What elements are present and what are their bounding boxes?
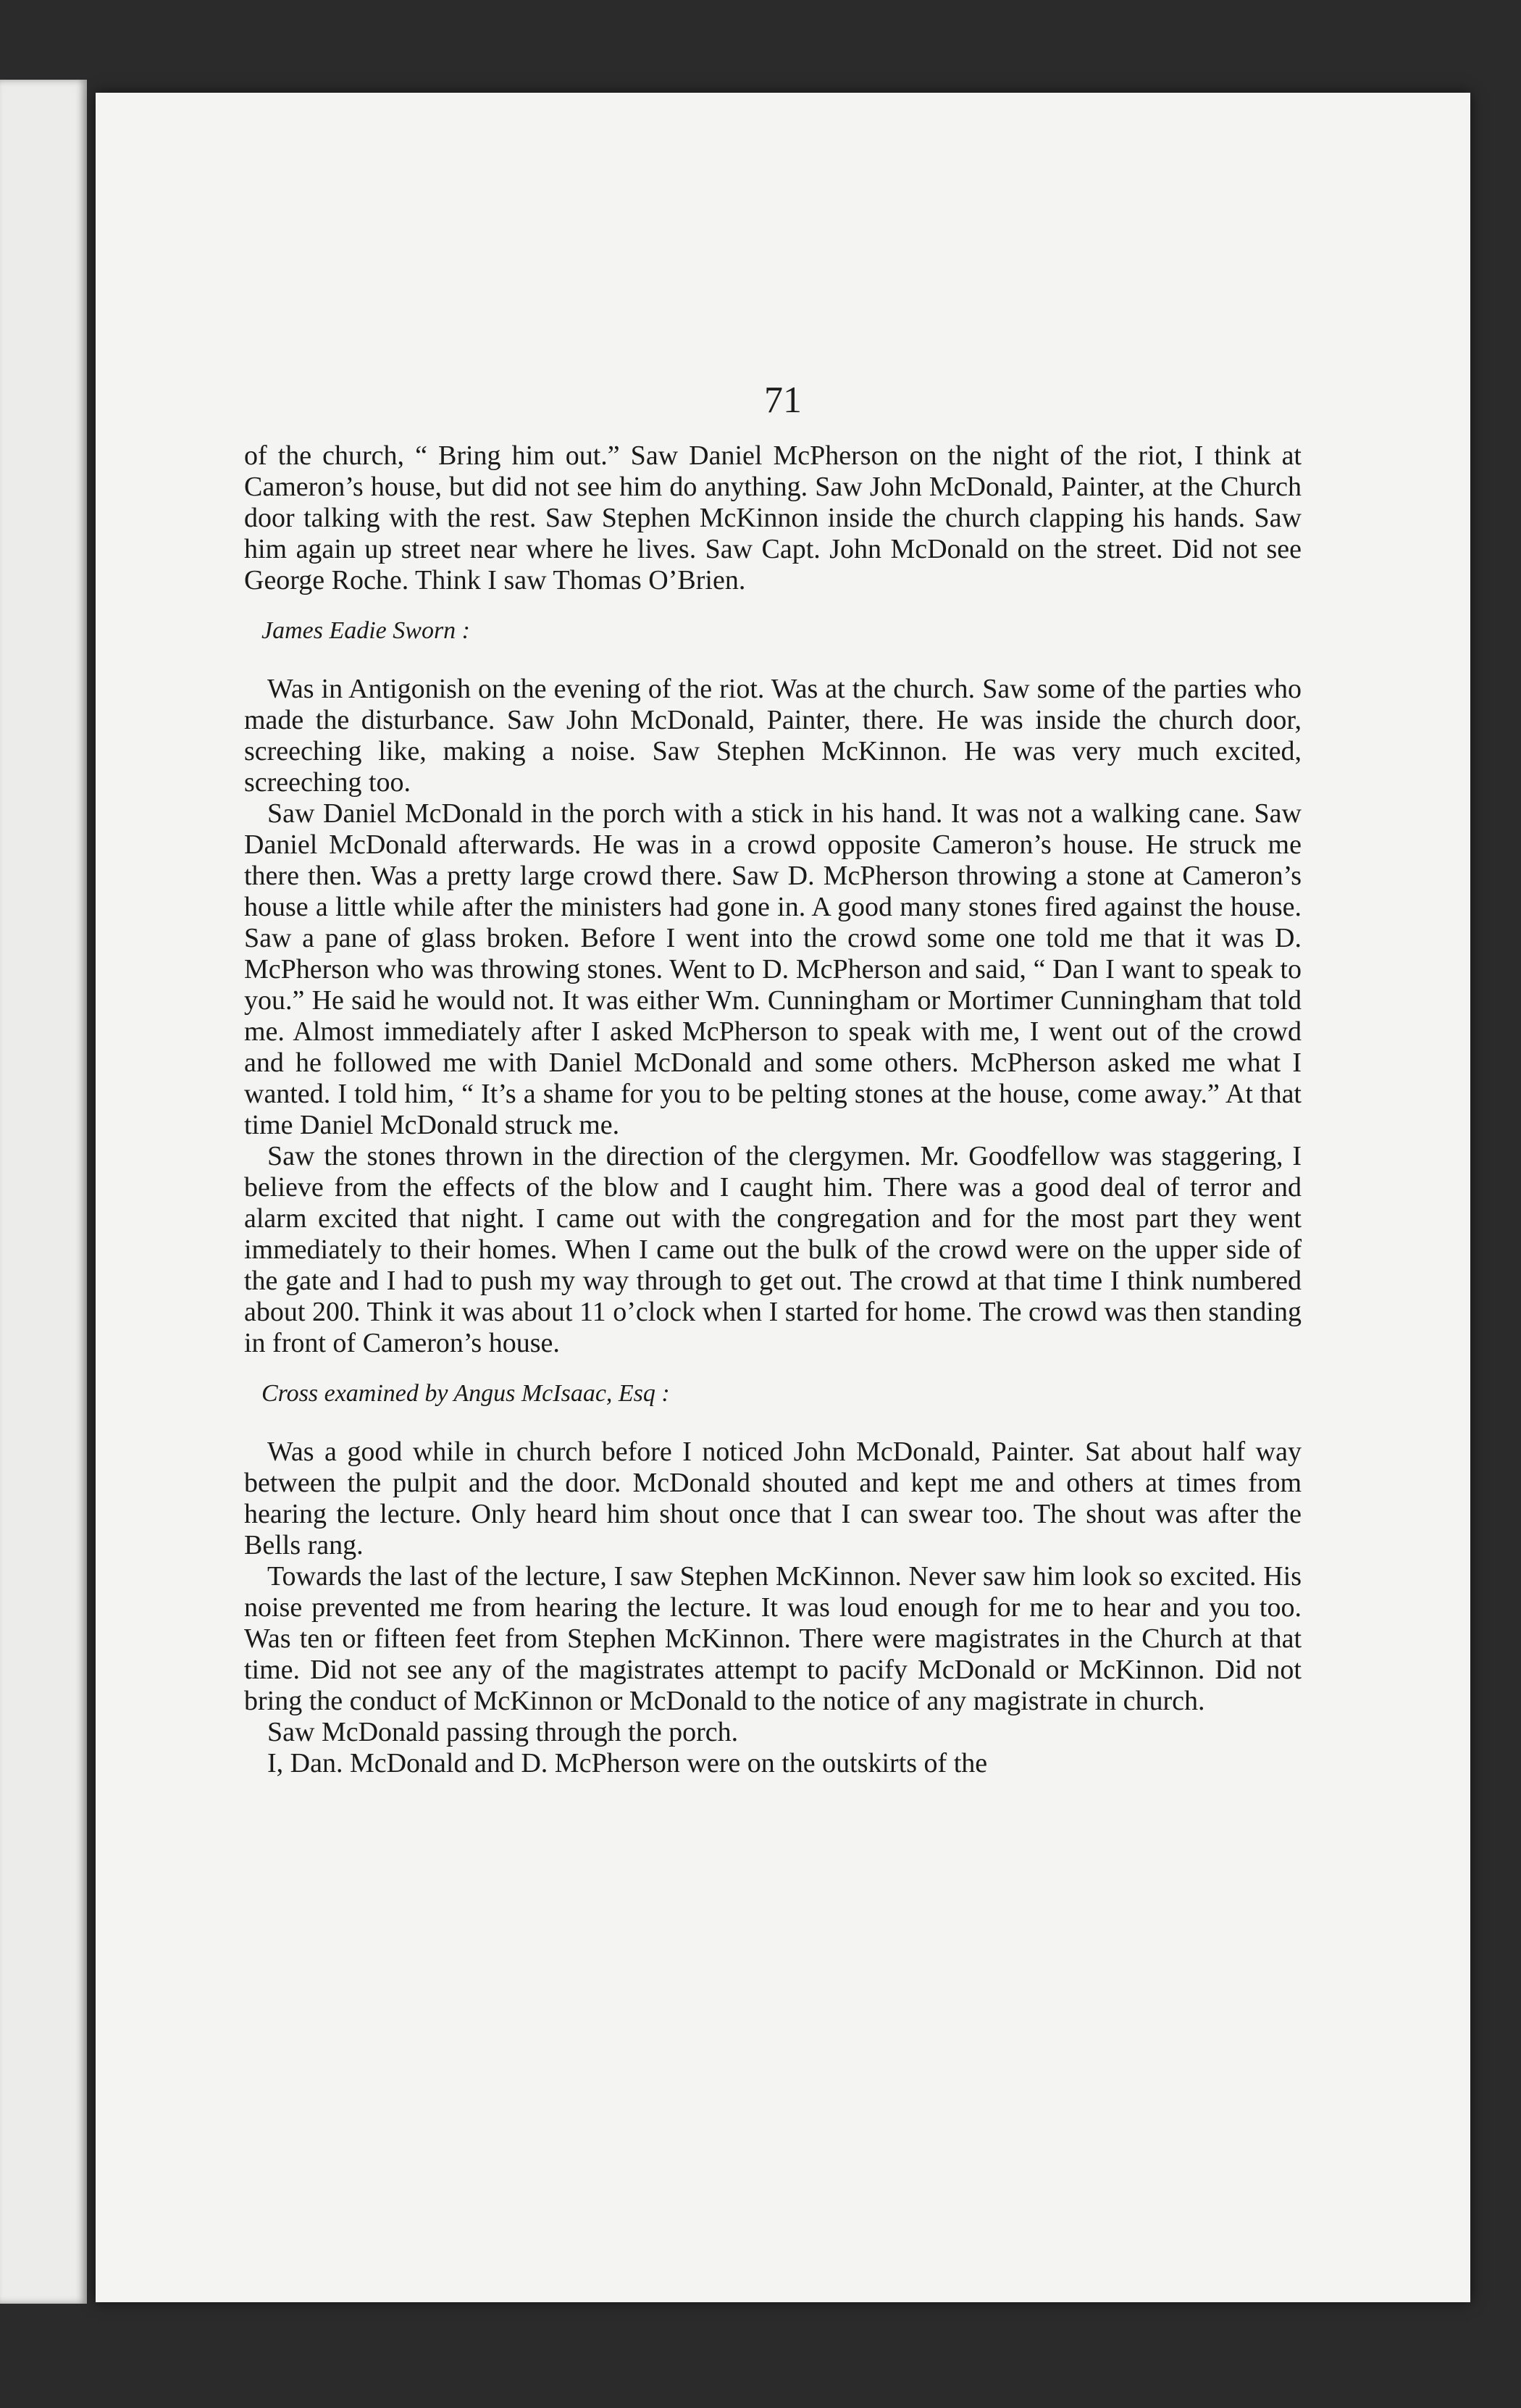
page-number: 71 (764, 380, 802, 421)
paragraph: I, Dan. McDonald and D. McPherson were on the outskirts of the (267, 1748, 988, 1778)
paragraph: of the church, “ Bring him out.” Saw Daniel McPherson on the night of the riot, I think at Cameron’s house, but did not see him do anything. Saw John McDonald, Painter, at the Church door talking with the rest. Saw Stephen McKinnon inside the church clapping his hands. Saw him again up street near where he lives. Saw Capt. John McDonald on the street. Did not see George Roche. Think I saw Thomas O’Brien. (244, 440, 1302, 595)
section-heading: James Eadie Sworn : (261, 617, 471, 644)
paragraph: Was a good while in church before I noticed John McDonald, Painter. Sat about half way between the pulpit and the door. McDonald shouted and kept me and others at times from hearing the lecture. Only heard him shout once that I can swear too. The shout was after the Bells rang. (244, 1437, 1302, 1560)
paragraph: Was in Antigonish on the evening of the riot. Was at the church. Saw some of the parties who made the disturbance. Saw John McDonald, Painter, there. He was inside the church door, screeching like, making a noise. Saw Stephen McKinnon. He was very much excited, screeching too. (244, 674, 1302, 798)
paragraph: Saw McDonald passing through the porch. (267, 1717, 739, 1747)
page-body (244, 440, 1302, 1779)
paragraph: Towards the last of the lecture, I saw Stephen McKinnon. Never saw him look so excited. His noise prevented me from hearing the lecture. It was loud enough for me to hear and you too. Was ten or fifteen feet from Stephen McKinnon. There were magistrates in the Church at that time. Did not see any of the magistrates attempt to pacify McDonald or McKinnon. Did not bring the conduct of McKinnon or McDonald to the notice of any magistrate in church. (244, 1561, 1302, 1716)
paragraph: Saw the stones thrown in the direction of the clergymen. Mr. Goodfellow was staggering, I believe from the effects of the blow and I caught him. There was a good deal of terror and alarm excited that night. I came out with the congregation and for the most part they went immediately to their homes. When I came out the bulk of the crowd were on the upper side of the gate and I had to push my way through to get out. The crowd at that time I think numbered about 200. Think it was about 11 o’clock when I started for home. The crowd was then standing in front of Cameron’s house. (244, 1141, 1302, 1358)
paragraph: Saw Daniel McDonald in the porch with a stick in his hand. It was not a walking cane. Saw Daniel McDonald afterwards. He was in a crowd opposite Cameron’s house. He struck me there then. Was a pretty large crowd there. Saw D. McPherson throwing a stone at Cameron’s house a little while after the ministers had gone in. A good many stones fired against the house. Saw a pane of glass broken. Before I went into the crowd some one told me that it was D. McPherson who was throwing stones. Went to D. McPherson and said, “ Dan I want to speak to you.” He said he would not. It was either Wm. Cunningham or Mortimer Cunningham that told me. Almost immediately after I asked McPherson to speak with me, I went out of the crowd and he followed me with Daniel McDonald and some others. McPherson asked me what I wanted. I told him, “ It’s a shame for you to be pelting stones at the house, come away.” At that time Daniel McDonald struck me. (244, 798, 1302, 1140)
document-page (96, 93, 1470, 2302)
section-heading: Cross examined by Angus McIsaac, Esq : (261, 1380, 670, 1407)
facing-page-edge (0, 80, 87, 2304)
